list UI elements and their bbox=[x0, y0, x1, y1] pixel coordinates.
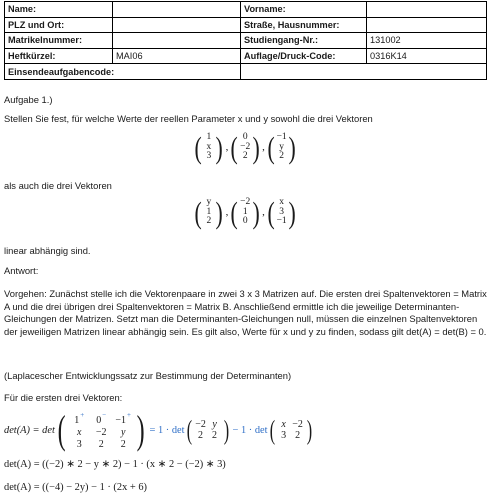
studiengang-label: Studiengang-Nr.: bbox=[241, 33, 367, 49]
vorname-label: Vorname: bbox=[241, 2, 367, 18]
auflage-label: Auflage/Druck-Code: bbox=[241, 48, 367, 64]
matrix-a: 1+ 0− −1+ x −2 y 3 2 2 bbox=[74, 411, 131, 450]
vector-1c: ( −1 y 2 ) bbox=[267, 130, 296, 165]
equation-2: det(A) = ((−2) ∗ 2 − y ∗ 2) − 1 · (x ∗ 2 − (−2) ∗ 3) bbox=[4, 459, 226, 470]
minor-1: −2 y 2 2 bbox=[195, 419, 218, 441]
conclusion-text: linear abhängig sind. bbox=[4, 245, 91, 256]
name-label: Name: bbox=[5, 2, 113, 18]
eq1-lhs: det(A) = det bbox=[4, 424, 55, 436]
vector-set-2: ( y 1 2 ) , ( −2 1 0 ) , ( x 3 −1 ) bbox=[194, 195, 296, 230]
vector-2b: ( −2 1 0 ) bbox=[230, 195, 260, 230]
matrikel-label: Matrikelnummer: bbox=[5, 33, 113, 49]
einsende-label: Einsendeaufgabencode: bbox=[5, 64, 241, 80]
also-text: als auch die drei Vektoren bbox=[4, 180, 112, 191]
answer-label: Antwort: bbox=[4, 265, 39, 276]
laplace-note: (Laplacescher Entwicklungssatz zur Bestimmung der Determinanten) bbox=[4, 370, 292, 381]
vector-1a: ( 1 x 3 ) bbox=[194, 130, 224, 165]
vector-2c: ( x 3 −1 ) bbox=[267, 195, 296, 230]
vector-2a: ( y 1 2 ) bbox=[194, 195, 224, 230]
first-three-text: Für die ersten drei Vektoren: bbox=[4, 392, 123, 403]
task-statement: Stellen Sie fest, für welche Werte der reellen Parameter x und y sowohl die drei Vektoren bbox=[4, 113, 373, 124]
plz-field[interactable] bbox=[113, 17, 241, 33]
heft-value: MAI06 bbox=[113, 48, 241, 64]
vorname-field[interactable] bbox=[367, 2, 487, 18]
task-title: Aufgabe 1.) bbox=[4, 94, 53, 105]
plz-label: PLZ und Ort: bbox=[5, 17, 113, 33]
strasse-label: Straße, Hausnummer: bbox=[241, 17, 367, 33]
vector-1b: ( 0 −2 2 ) bbox=[230, 130, 260, 165]
answer-paragraph: Vorgehen: Zunächst stelle ich die Vektorenpaare in zwei 3 x 3 Matrizen auf. Die ersten drei Spaltenvektoren = Matrix A und die drei übrigen drei Spaltenvektoren = Matrix B. Anschließend ermittle ich die jeweilige Determinanten-Gleichungen der Matrizen. Setzt man die Determinanten-Gleichungen null, müssen die einzelnen Spaltenvektoren der jeweiligen Matrizen linear abhängig sein. Es gilt also, Werte für x und y zu finden, sodass gilt det(A) = det(B) = 0. bbox=[4, 288, 487, 337]
strasse-field[interactable] bbox=[367, 17, 487, 33]
auflage-value: 0316K14 bbox=[367, 48, 487, 64]
equation-3: det(A) = ((−4) − 2y) − 1 · (2x + 6) bbox=[4, 482, 147, 493]
vector-set-1: ( 1 x 3 ) , ( 0 −2 2 ) , ( −1 y 2 ) bbox=[194, 130, 296, 165]
einsende-field[interactable] bbox=[241, 64, 487, 80]
eq1-term1: = 1 · det bbox=[149, 424, 185, 436]
studiengang-value: 131002 bbox=[367, 33, 487, 49]
minor-2: x −2 3 2 bbox=[281, 419, 303, 441]
matrikel-field[interactable] bbox=[113, 33, 241, 49]
header-table bbox=[4, 1, 487, 80]
name-field[interactable] bbox=[113, 2, 241, 18]
eq1-term2: − 1 · det bbox=[232, 424, 268, 436]
equation-1: det(A) = det ( 1+ 0− −1+ x −2 y 3 2 2 ) = 1 · det ( −2 y 2 2 ) − 1 · det ( x −2 3 2 ) bbox=[4, 407, 312, 452]
heft-label: Heftkürzel: bbox=[5, 48, 113, 64]
